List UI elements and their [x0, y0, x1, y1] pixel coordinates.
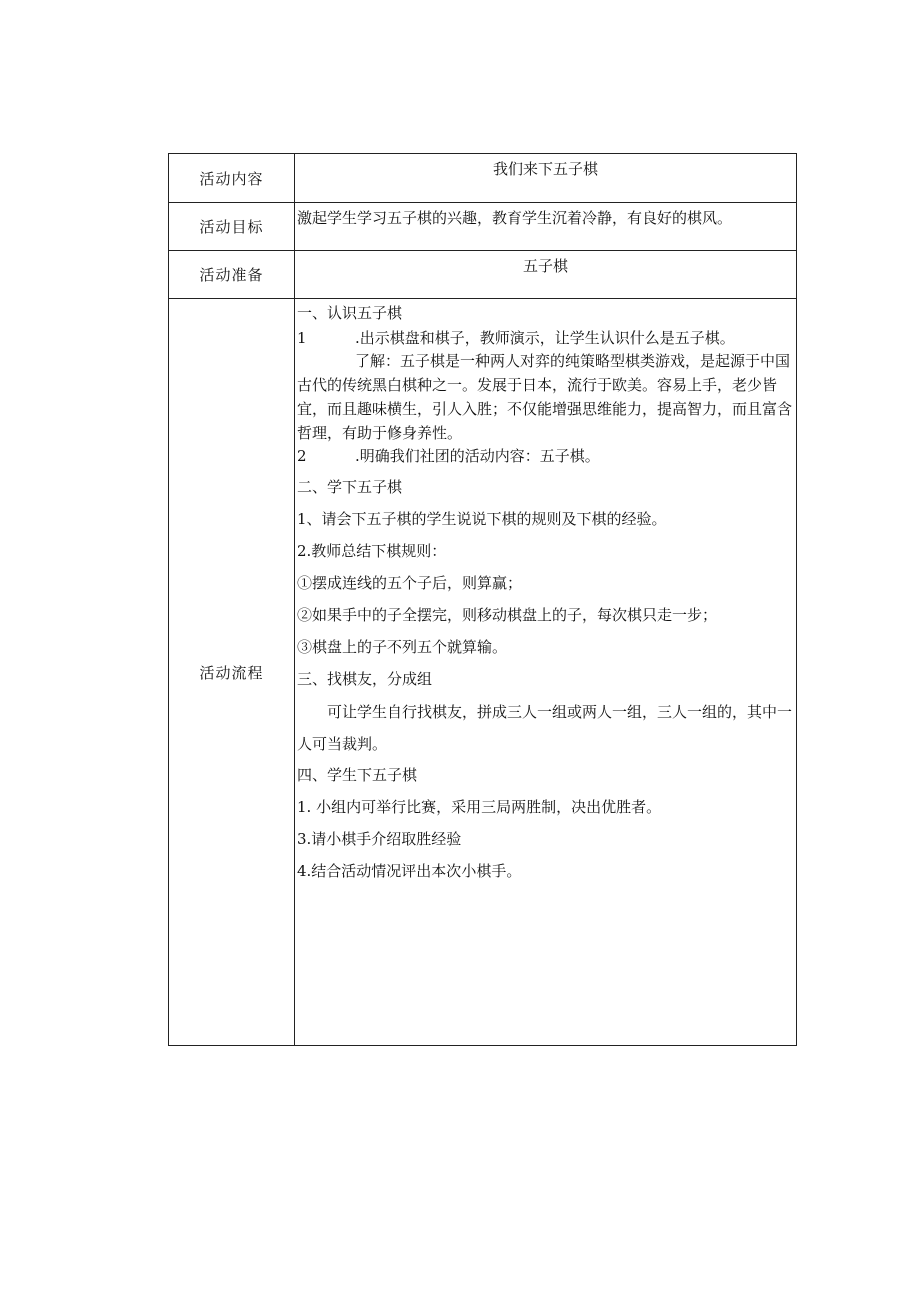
- label-activity-prep: 活动准备: [169, 251, 295, 298]
- item-text: .明确我们社团的活动内容：五子棋。: [355, 447, 600, 465]
- row-activity-goal: [169, 203, 796, 251]
- rule-3: ③棋盘上的子不列五个就算输。: [297, 638, 508, 656]
- item-text: .出示棋盘和棋子，教师演示，让学生认识什么是五子棋。: [355, 329, 735, 347]
- label-activity-goal: 活动目标: [169, 203, 295, 250]
- label-activity-content: 活动内容: [169, 154, 295, 202]
- activity-table: [168, 153, 797, 1046]
- flow-content: [295, 299, 796, 1045]
- section-2-item-2: 2.教师总结下棋规则：: [297, 542, 447, 560]
- item-number: 1: [297, 329, 307, 347]
- section-4-title: 四、学生下五子棋: [297, 766, 418, 784]
- section-3-title: 三、找棋友，分成组: [297, 670, 433, 688]
- value-activity-goal: 激起学生学习五子棋的兴趣，教育学生沉着冷静，有良好的棋风。: [297, 209, 733, 227]
- section-4-item-3: 4.结合活动情况评出本次小棋手。: [297, 862, 522, 880]
- label-activity-flow: 活动流程: [169, 299, 295, 1045]
- row-activity-content: [169, 154, 796, 203]
- section-4-item-1: 1. 小组内可举行比赛，采用三局两胜制，决出优胜者。: [297, 798, 662, 816]
- row-activity-prep: [169, 251, 796, 299]
- section-2-title: 二、学下五子棋: [297, 478, 403, 496]
- rule-2: ②如果手中的子全摆完，则移动棋盘上的子，每次棋只走一步；: [297, 606, 718, 624]
- section-1-item-2: [297, 445, 600, 466]
- section-3-paragraph: 可让学生自行找棋友，拼成三人一组或两人一组，三人一组的，其中一人可当裁判。: [297, 703, 793, 753]
- rule-1: ①摆成连线的五个子后，则算赢；: [297, 574, 523, 592]
- section-1-title: 一、认识五子棋: [297, 304, 403, 322]
- value-activity-content: 我们来下五子棋: [492, 160, 598, 178]
- section-4-item-2: 3.请小棋手介绍取胜经验: [297, 830, 462, 848]
- section-1-item-1: [297, 327, 735, 348]
- section-2-item-1: 1、请会下五子棋的学生说说下棋的规则及下棋的经验。: [297, 510, 667, 528]
- row-activity-flow: [169, 299, 796, 1045]
- item-number: 2: [297, 447, 307, 465]
- value-activity-prep: 五子棋: [522, 257, 568, 275]
- section-1-paragraph: 了解：五子棋是一种两人对弈的纯策略型棋类游戏，是起源于中国古代的传统黑白棋种之一。发展于日本，流行于欧美。容易上手，老少皆宜，而且趣味横生，引人入胜；不仅能增强思维能力，提高智力，而且富含哲理，有助于修身养性。: [297, 352, 793, 442]
